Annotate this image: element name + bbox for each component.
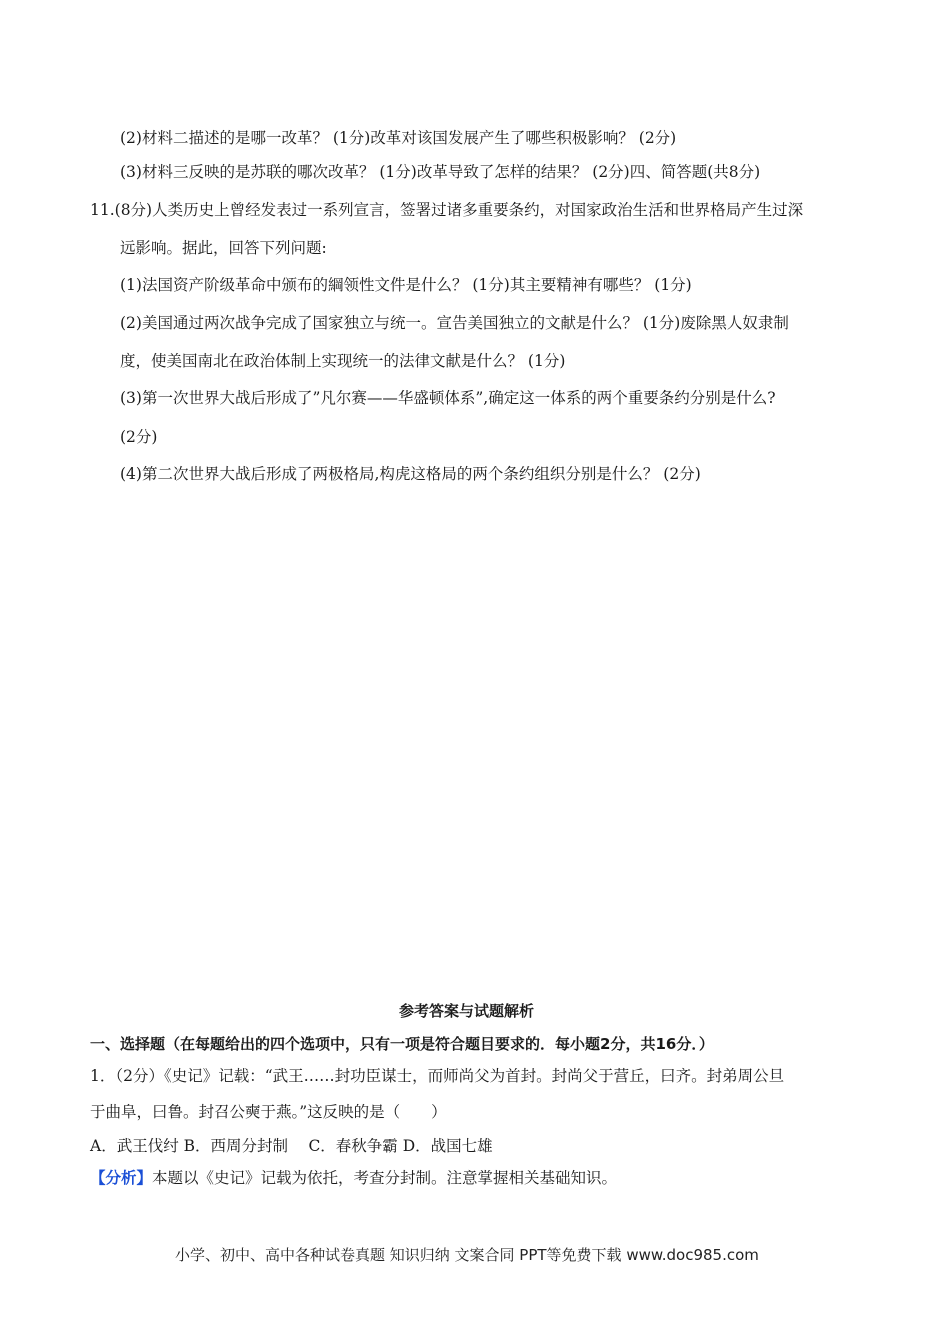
question-11-4: (4)第二次世界大战后形成了两极格局,构虎这格局的两个条约组织分别是什么？ (2分) [120,465,701,483]
question-11-2-line1: (2)美国通过两次战争完成了国家独立与统一。宣告美国独立的文献是什么？ (1分)废除黑人奴隶制 [120,314,789,332]
answer-question-1-options: A．武王伐纣 B．西周分封制 C．春秋争霸 D．战国七雄 [90,1137,493,1155]
analysis-line [90,1168,617,1188]
question-11-3-line2: (2分) [120,428,158,446]
question-10-2: (2)材料二描述的是哪一改革？ (1分)改革对该国发展产生了哪些积极影响？ (2分) [120,129,677,147]
answers-title: 参考答案与试题解析 [399,1002,535,1020]
answers-section-heading: 一、选择题（在每题给出的四个选项中，只有一项是符合题目要求的．每小题2分，共16分．） [90,1035,714,1053]
answer-question-1-line1: 1．（2分）《史记》记载：“武王……封功臣谋士，而师尚父为首封。封尚父于营丘，曰齐。封弟周公旦 [90,1067,785,1085]
answer-question-1-line2: 于曲阜，曰鲁。封召公奭于燕。”这反映的是（ ） [90,1103,447,1121]
question-11-3-line1: (3)第一次世界大战后形成了”凡尔赛——华盛顿体系”,确定这一体系的两个重要条约分别是什么? [120,389,776,407]
question-11-intro-line2: 远影响。据此，回答下列问题: [120,239,327,257]
analysis-tag: 【分析】 [90,1169,153,1187]
question-10-3: (3)材料三反映的是苏联的哪次改革？ (1分)改革导致了怎样的结果？ (2分)四、简答题(共8分) [120,163,761,181]
footer-text: 小学、初中、高中各种试卷真题 知识归纳 文案合同 PPT等免费下载 www.doc985.com [175,1246,759,1264]
question-11-2-line2: 度，使美国南北在政治体制上实现统一的法律文献是什么？ (1分) [120,352,566,370]
question-11-1: (1)法国资产阶级革命中颁布的綱领性文件是什么？ (1分)其主要精神有哪些？ (1分) [120,276,692,294]
question-11-intro-line1: 11.(8分)人类历史上曾经发表过一系列宣言，签署过诸多重要条约，对国家政治生活和世界格局产生过深 [90,201,804,219]
analysis-text: 本题以《史记》记载为依托，考查分封制。注意掌握相关基础知识。 [152,1169,618,1187]
